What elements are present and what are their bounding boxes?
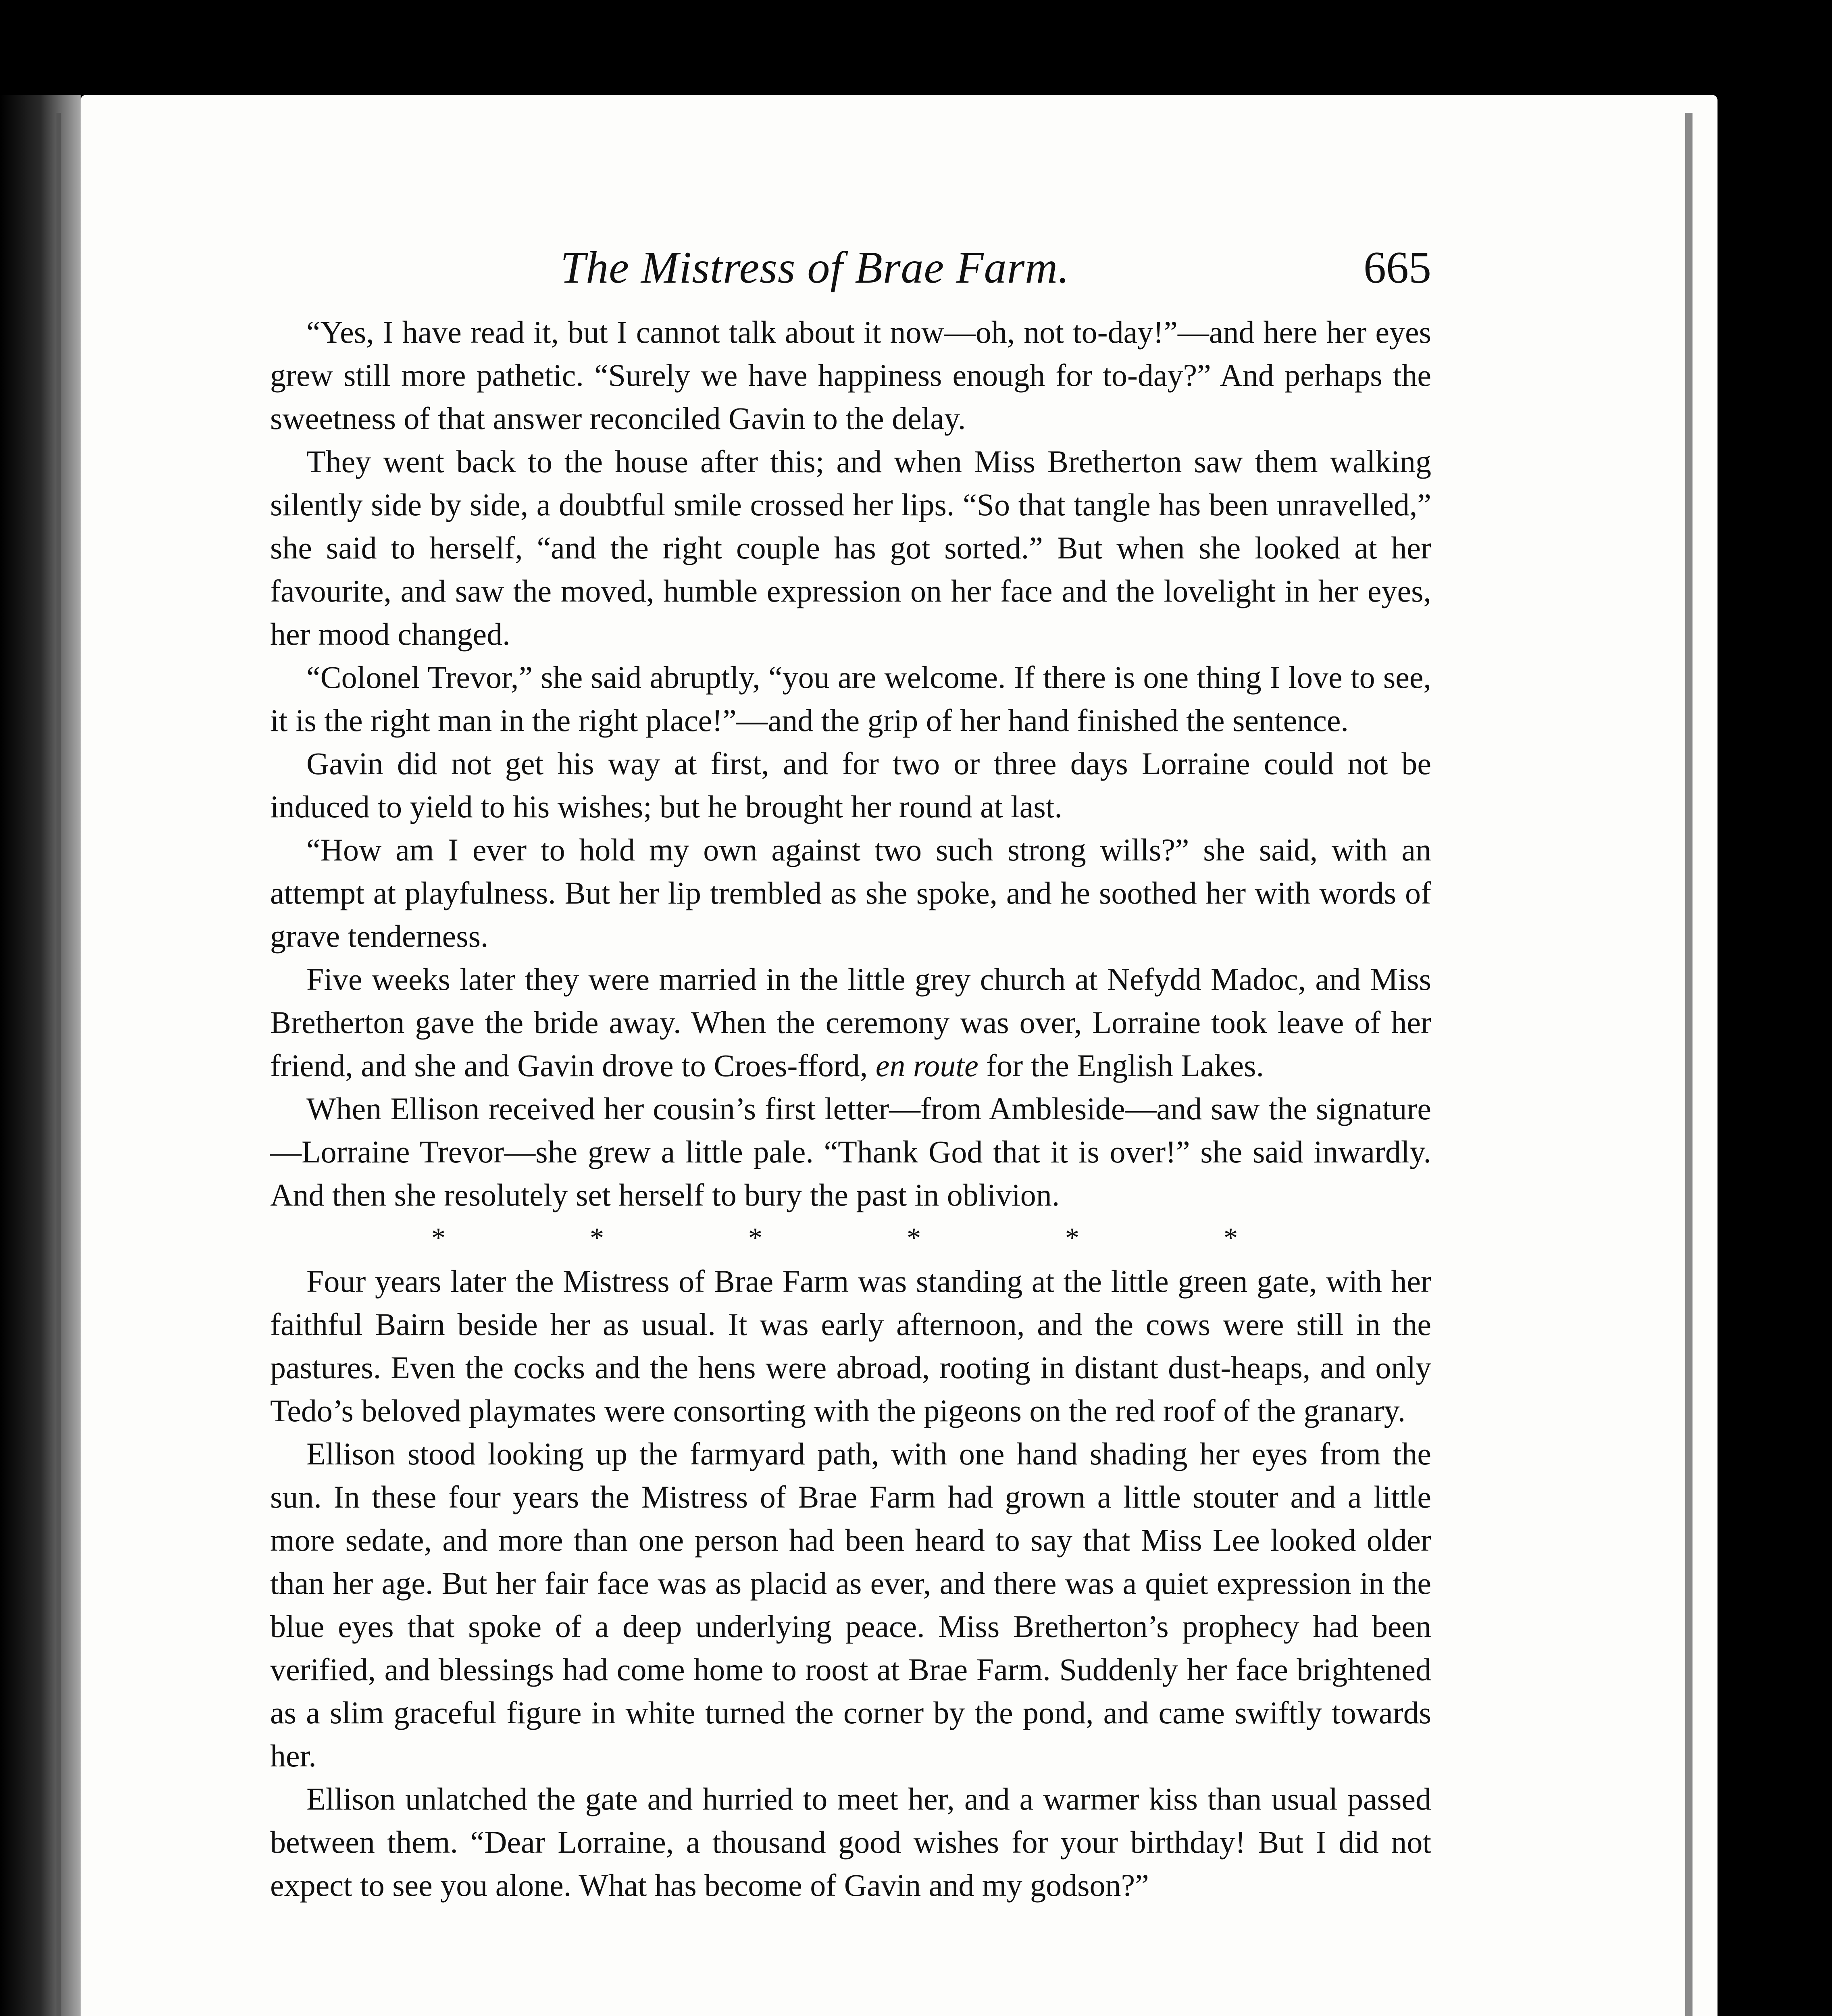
page-number: 665: [1364, 243, 1431, 293]
paragraph: “Colonel Trevor,” she said abruptly, “you are welcome. If there is one thing I love to see, it is the right man in the right place!”—and the grip of her hand finished the sentence.: [270, 660, 1431, 738]
text-run: for the English Lakes.: [978, 1048, 1264, 1083]
section-break: [431, 1216, 1238, 1260]
paragraph: Ellison stood looking up the farmyard path, with one hand shading her eyes from the sun. In these four years the Mistress of Brae Farm had grown a little stouter and a little more sedate, and more than one person had been heard to say that Miss Lee looked older than her age. But her fair face was as placid as ever, and there was a quiet expression in the blue eyes that spoke of a deep underlying peace. Miss Bretherton’s prophecy had been verified, and blessings had come home to roost at Brae Farm. Suddenly her face brightened as a slim graceful figure in white turned the corner by the pond, and came swiftly towards her.: [270, 1436, 1431, 1773]
asterisk: *: [1224, 1223, 1238, 1254]
page-text-block: [270, 242, 1431, 1907]
asterisk: *: [590, 1223, 604, 1254]
italic-phrase: en route: [875, 1048, 978, 1083]
page-fold-line: [56, 113, 61, 2016]
paragraph: Four years later the Mistress of Brae Farm was standing at the little green gate, with her faithful Bairn beside her as usual. It was early afternoon, and the cows were still in the pastures. Even the cocks and the hens were abroad, rooting in distant dust-heaps, and only Tedo’s beloved playmates were consorting with the pigeons on the red roof of the granary.: [270, 1264, 1431, 1428]
page-gutter-shadow: [1685, 113, 1693, 2016]
running-header: [270, 242, 1431, 302]
paragraph: They went back to the house after this; and when Miss Bretherton saw them walking silently side by side, a doubtful smile crossed her lips. “So that tangle has been unravelled,” she said to herself, “and the right couple has got sorted.” But when she looked at her favourite, and saw the moved, humble expression on her face and the lovelight in her eyes, her mood changed.: [270, 444, 1431, 652]
facing-page-edge: [0, 95, 81, 2016]
paragraph: Ellison unlatched the gate and hurried to meet her, and a warmer kiss than usual passed between them. “Dear Lorraine, a thousand good wishes for your birthday! But I did not expect to see you alone. What has become of Gavin and my godson?”: [270, 1781, 1431, 1903]
text-run: Five weeks later they were married in the little grey church at Nefydd Madoc, and Miss Bretherton gave the bride away. When the ceremony was over, Lorraine took leave of her friend, and she and Gavin drove to Croes-fford,: [270, 962, 1431, 1083]
paragraph: Gavin did not get his way at first, and for two or three days Lorraine could not be induced to yield to his wishes; but he brought her round at last.: [270, 746, 1431, 824]
paragraph-wedding: [270, 958, 1431, 1087]
paragraph: “Yes, I have read it, but I cannot talk about it now—oh, not to-day!”—and here her eyes grew still more pathetic. “Surely we have happiness enough for to-day?” And perhaps the sweetness of that answer reconciled Gavin to the delay.: [270, 314, 1431, 436]
asterisk: *: [748, 1223, 762, 1254]
running-title: The Mistress of Brae Farm.: [560, 243, 1070, 293]
paragraph: “How am I ever to hold my own against two such strong wills?” she said, with an attempt at playfulness. But her lip trembled as she spoke, and he soothed her with words of grave tenderness.: [270, 832, 1431, 954]
asterisk: *: [907, 1223, 921, 1254]
asterisk: *: [1065, 1223, 1079, 1254]
page-body: [270, 310, 1431, 1907]
asterisk: *: [431, 1223, 446, 1254]
paragraph: When Ellison received her cousin’s first letter—from Ambleside—and saw the signature—Lorraine Trevor—she grew a little pale. “Thank God that it is over!” she said inwardly. And then she resolutely set herself to bury the past in oblivion.: [270, 1091, 1431, 1212]
